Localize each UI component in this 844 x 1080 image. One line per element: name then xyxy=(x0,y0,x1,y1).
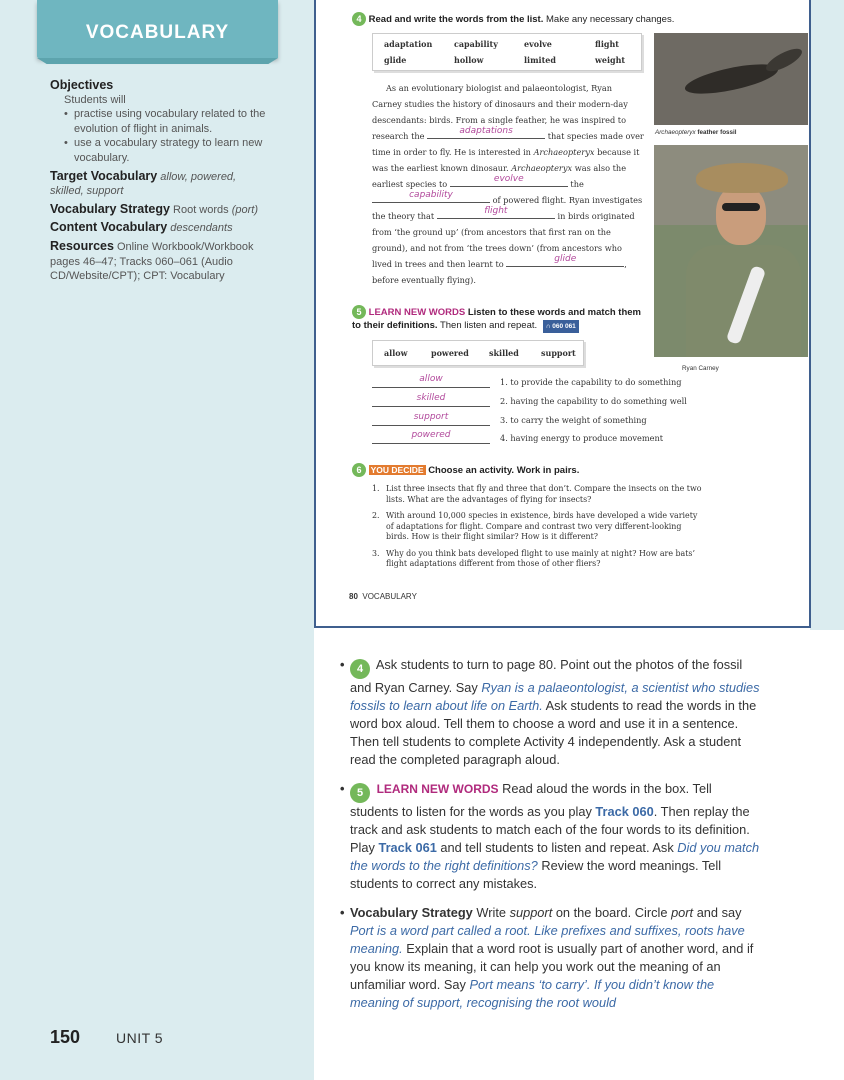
word: powered xyxy=(431,348,469,358)
objectives-intro: Students will xyxy=(64,93,126,106)
page-number: 150 xyxy=(50,1027,81,1047)
activity-4-paragraph: As an evolutionary biologist and palaeontologist, Ryan Carney studies the history of dinosaurs and their modern-day descendants: birds. From a single feather, he was inspired to research the adaptations that species made over time in order to fly. He is interested in Archaeopteryx because it was the earliest known dinosaur. Archaeopteryx was also the earliest species to evolve the capability of powered flight. Ryan investigates the theory that flight in birds originated from ‘the ground up’ (from ancestors that first ran on the ground), and not from ‘the trees down’ (from ancestors who lived in trees and then learnt to glide , before eventually flying). xyxy=(372,83,644,285)
student-book-footer: 80 VOCABULARY xyxy=(349,592,417,601)
definition: 3. to carry the weight of something xyxy=(500,415,647,425)
word: limited xyxy=(524,55,556,65)
answer-blank[interactable]: glide xyxy=(506,256,624,267)
word: allow xyxy=(384,348,408,358)
activity-4-title: 4 Read and write the words from the list. Make any necessary changes. xyxy=(352,12,674,26)
note-activity-5: • 5 LEARN NEW WORDS Read aloud the words in the box. Tell students to listen for the words as you play Track 060. Then replay the track and ask students to match each of the four words to its definition. Play Track 061 and tell students to listen and repeat. Ask Did you match the words to the right definitions? Review the word meanings. Tell students to correct any mistakes. xyxy=(340,780,760,893)
word: capability xyxy=(454,39,498,49)
word: skilled xyxy=(489,348,519,358)
activity-6-title: 6 YOU DECIDE Choose an activity. Work in pairs. xyxy=(352,463,579,477)
lesson-overview xyxy=(50,78,270,284)
word: adaptation xyxy=(384,39,433,49)
content-vocabulary: Content Vocabulary descendants xyxy=(50,220,233,235)
teacher-notes xyxy=(340,656,760,1023)
word: evolve xyxy=(524,39,552,49)
objective-item: • practise using vocabulary related to the evolution of flight in animals. xyxy=(64,107,270,136)
list-item: 2. With around 10,000 species in existence, birds have developed a wide variety of adaptations for flight. Compare and contrast two very different-looking birds. How is their flight similar? How is it different? xyxy=(372,511,698,541)
word-box xyxy=(372,33,642,71)
resources: Resources Online Workbook/Workbook pages 46–47; Tracks 060–061 (Audio CD/Website/CPT); CPT: Vocabulary xyxy=(50,238,254,283)
activity-number: 4 xyxy=(350,659,370,679)
objective-item: • use a vocabulary strategy to learn new vocabulary. xyxy=(64,136,270,165)
fossil-fragment xyxy=(763,44,805,75)
audio-track-icon[interactable]: ∩ 060 061 xyxy=(543,320,579,333)
definition: 1. to provide the capability to do something xyxy=(500,377,682,387)
learn-new-words-label: LEARN NEW WORDS xyxy=(368,307,466,318)
section-banner: VOCABULARY xyxy=(37,0,278,58)
match-row xyxy=(372,412,692,429)
fossil-photo xyxy=(654,33,808,125)
note-activity-4: • 4 Ask students to turn to page 80. Point out the photos of the fossil and Ryan Carney. Say Ryan is a palaeontologist, a scientist who studies fossils to learn about life on Earth. Ask students to read the words in the word box aloud. Tell them to choose a word and use it in a sentence. Then tell students to complete Activity 4 independently. Ask a student read the completed paragraph aloud. xyxy=(340,656,760,769)
note-vocabulary-strategy: • Vocabulary Strategy Write support on the board. Circle port and say Port is a word part called a root. Like prefixes and suffixes, roots have meaning. Explain that a word root is usually part of another word, and if you know its meaning, it can help you work out the meaning of an unfamiliar word. Say Port means ‘to carry’. If you didn’t know the meaning of support, recognising the root would xyxy=(340,904,760,1012)
word: glide xyxy=(384,55,407,65)
activity-number: 4 xyxy=(352,12,366,26)
match-row xyxy=(372,393,692,410)
answer-blank[interactable]: allow xyxy=(372,377,490,388)
unit-label: UNIT 5 xyxy=(116,1030,164,1046)
word-box xyxy=(372,340,584,366)
definition: 2. having the capability to do something well xyxy=(500,396,687,406)
match-row xyxy=(372,430,692,447)
answer-blank[interactable]: adaptations xyxy=(427,128,545,139)
track-link[interactable]: Track 060 xyxy=(595,804,654,819)
answer-blank[interactable]: powered xyxy=(372,433,490,444)
track-link[interactable]: Track 061 xyxy=(378,840,437,855)
word: flight xyxy=(595,39,619,49)
activity-number: 5 xyxy=(352,305,366,319)
objectives-heading: Objectives xyxy=(50,78,114,92)
activity-5-title: 5 LEARN NEW WORDS Listen to these words and match them to their definitions. Then listen and repeat. ∩ 060 061 xyxy=(352,307,641,331)
photo-sunglasses xyxy=(722,203,760,211)
answer-blank[interactable]: support xyxy=(372,415,490,426)
match-row xyxy=(372,374,692,391)
objectives-list xyxy=(64,107,270,165)
answer-blank[interactable]: capability xyxy=(372,192,490,203)
target-vocabulary: Target Vocabulary allow, powered, skilled, support xyxy=(50,168,237,198)
photo-face xyxy=(716,185,766,245)
answer-blank[interactable]: flight xyxy=(437,208,555,219)
activity-6-list xyxy=(372,484,702,576)
you-decide-tag: YOU DECIDE xyxy=(370,465,424,475)
learn-new-words-label: LEARN NEW WORDS xyxy=(376,782,499,796)
list-item: 3. Why do you think bats developed flight to use mainly at night? How are bats’ flight adaptations different from those of other fliers? xyxy=(372,548,695,568)
ryan-caption: Ryan Carney xyxy=(682,365,719,372)
activity-number: 6 xyxy=(352,463,366,477)
word: support xyxy=(541,348,576,358)
vocabulary-strategy: Vocabulary Strategy Root words (port) xyxy=(50,201,258,216)
definition: 4. having energy to produce movement xyxy=(500,433,664,443)
fossil-caption: Archaeopteryx feather fossil xyxy=(655,129,737,136)
answer-blank[interactable]: evolve xyxy=(450,176,568,187)
activity-number: 5 xyxy=(350,783,370,803)
answer-blank[interactable]: skilled xyxy=(372,396,490,407)
page-margin xyxy=(810,0,844,630)
word: weight xyxy=(595,55,626,65)
word: hollow xyxy=(454,55,484,65)
photo-hat xyxy=(696,163,788,193)
ryan-carney-photo xyxy=(654,145,808,357)
list-item: 1. List three insects that fly and three that don’t. Compare the insects on the two lists. What are the advantages of flying for insects? xyxy=(372,484,702,504)
